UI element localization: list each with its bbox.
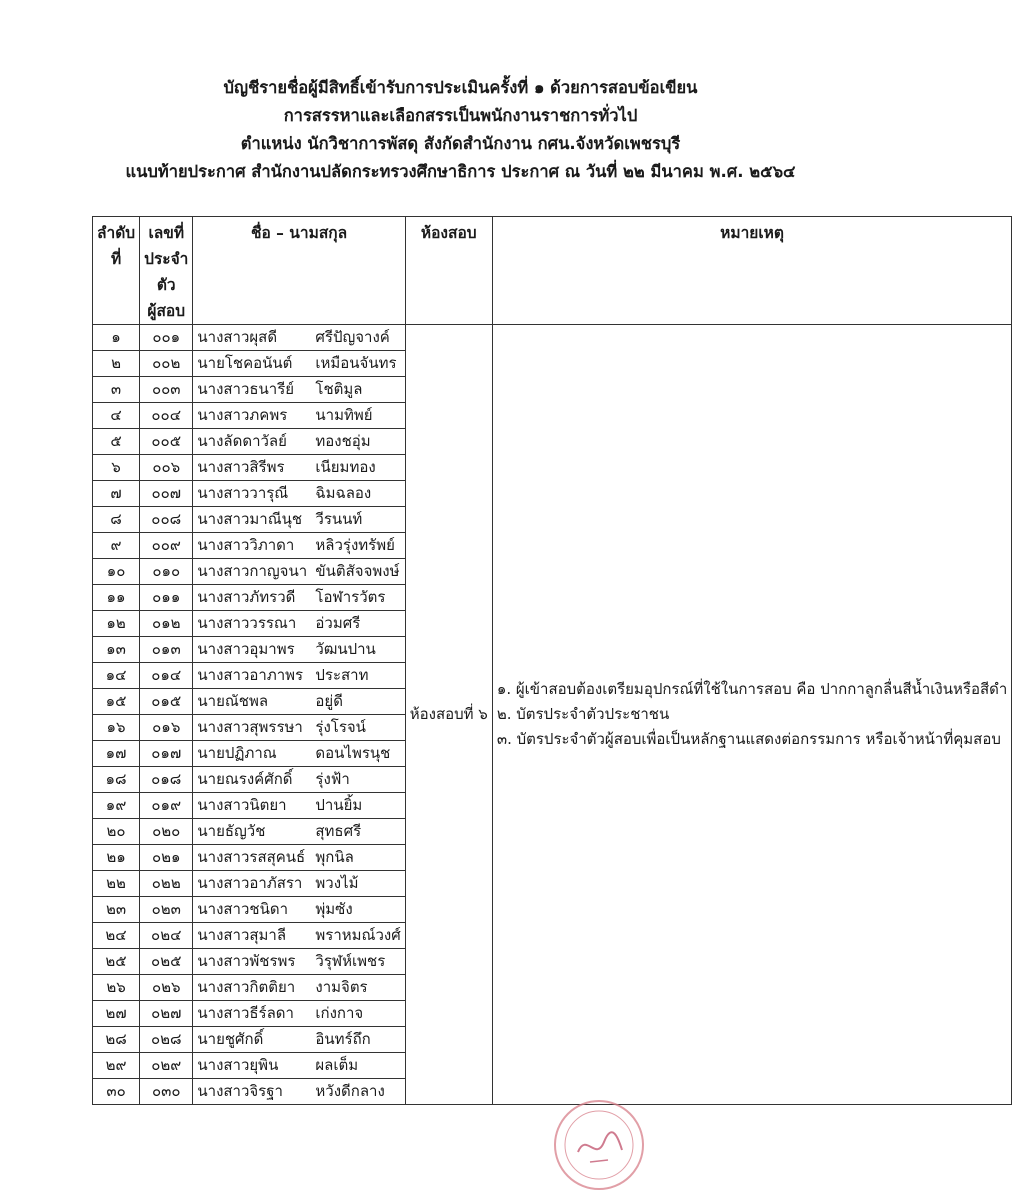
candidate-last-name: พุ่มซัง (315, 900, 353, 918)
row-number: ๒๒ (93, 871, 140, 897)
candidate-id: ๐๒๑ (140, 845, 193, 871)
candidate-name (193, 819, 405, 845)
candidate-name (193, 559, 405, 585)
candidate-id: ๐๑๑ (140, 585, 193, 611)
candidate-last-name: นามทิพย์ (315, 406, 373, 424)
candidate-id: ๐๑๕ (140, 689, 193, 715)
row-number: ๒๗ (93, 1001, 140, 1027)
table-row (93, 325, 1012, 351)
candidate-id: ๐๒๓ (140, 897, 193, 923)
candidate-first-name: นางสาวสุพรรษา (197, 718, 303, 736)
row-number: ๕ (93, 429, 140, 455)
candidate-last-name: วิรุฬห์เพชร (315, 952, 386, 970)
row-number: ๓๐ (93, 1079, 140, 1105)
candidate-first-name: นายธัญวัช (197, 822, 266, 840)
row-number: ๒๘ (93, 1027, 140, 1053)
candidate-id: ๐๒๖ (140, 975, 193, 1001)
candidate-last-name: รุ่งฟ้า (315, 770, 350, 788)
candidate-first-name: นายณัชพล (197, 692, 269, 710)
remark-item: ๒. บัตรประจำตัวประชาชน (496, 705, 670, 723)
row-number: ๑๗ (93, 741, 140, 767)
candidate-last-name: อ่วมศรี (315, 614, 361, 632)
col-header-name: ชื่อ – นามสกุล (193, 217, 405, 325)
candidate-last-name: โชติมูล (315, 380, 363, 398)
remark-item: ๑. ผู้เข้าสอบต้องเตรียมอุปกรณ์ที่ใช้ในการสอบ คือ ปากกาลูกลื่นสีน้ำเงินหรือสีดำ (496, 680, 1008, 698)
row-number: ๑ (93, 325, 140, 351)
candidate-first-name: นางสาวจิรฐา (197, 1082, 283, 1100)
candidate-name (193, 637, 405, 663)
candidate-name (193, 689, 405, 715)
candidate-first-name: นางสาวผุสดี (197, 328, 278, 346)
exam-room: ห้องสอบที่ ๖ (405, 325, 492, 1105)
col-header-id-label: เลขที่ประจำตัว ผู้สอบ (144, 224, 189, 320)
candidate-last-name: สุทธศรี (315, 822, 362, 840)
candidate-name (193, 481, 405, 507)
candidate-id: ๐๐๘ (140, 507, 193, 533)
row-number: ๒๓ (93, 897, 140, 923)
remark-item: ๓. บัตรประจำตัวผู้สอบเพื่อเป็นหลักฐานแสดงต่อกรรมการ หรือเจ้าหน้าที่คุมสอบ (496, 730, 1001, 748)
candidate-name (193, 1027, 405, 1053)
candidate-id: ๐๒๗ (140, 1001, 193, 1027)
col-header-no (93, 217, 140, 325)
candidate-name (193, 767, 405, 793)
candidate-last-name: ดอนไพรนุช (315, 744, 391, 762)
row-number: ๑๓ (93, 637, 140, 663)
row-number: ๒๔ (93, 923, 140, 949)
row-number: ๘ (93, 507, 140, 533)
candidate-id: ๐๑๒ (140, 611, 193, 637)
candidate-name (193, 871, 405, 897)
candidate-name (193, 897, 405, 923)
table-body (93, 325, 1012, 1105)
document-header (0, 74, 921, 186)
row-number: ๑๔ (93, 663, 140, 689)
col-header-id (140, 217, 193, 325)
candidate-id: ๐๒๔ (140, 923, 193, 949)
candidate-first-name: นางสาวธนารีย์ (197, 380, 295, 398)
row-number: ๒๕ (93, 949, 140, 975)
candidate-name (193, 1001, 405, 1027)
candidate-last-name: เนียมทอง (315, 458, 376, 476)
candidate-id: ๐๒๐ (140, 819, 193, 845)
candidate-name (193, 611, 405, 637)
candidate-last-name: รุ่งโรจน์ (315, 718, 366, 736)
row-number: ๙ (93, 533, 140, 559)
candidate-last-name: ประสาท (315, 666, 369, 684)
row-number: ๑๙ (93, 793, 140, 819)
candidate-first-name: นางสาวภคพร (197, 406, 288, 424)
candidate-name (193, 377, 405, 403)
candidate-first-name: นายณรงค์ศักดิ์ (197, 770, 293, 788)
candidate-last-name: ฉิมฉลอง (315, 484, 372, 502)
candidate-first-name: นางสาวอุมาพร (197, 640, 295, 658)
candidate-first-name: นางสาวนิตยา (197, 796, 287, 814)
candidate-id: ๐๑๐ (140, 559, 193, 585)
row-number: ๒๐ (93, 819, 140, 845)
row-number: ๒ (93, 351, 140, 377)
row-number: ๑๐ (93, 559, 140, 585)
candidate-last-name: ทองชอุ่ม (315, 432, 371, 450)
col-header-room: ห้องสอบ (405, 217, 492, 325)
candidate-first-name: นางสาวสุมาลี (197, 926, 287, 944)
candidate-first-name: นางลัดดาวัลย์ (197, 432, 287, 450)
row-number: ๑๒ (93, 611, 140, 637)
candidate-name (193, 975, 405, 1001)
candidate-last-name: พุกนิล (315, 848, 354, 866)
row-number: ๒๙ (93, 1053, 140, 1079)
candidate-last-name: พราหมณ์วงศ์ (315, 926, 401, 944)
candidate-first-name: นางสาวภัทรวดี (197, 588, 296, 606)
candidate-last-name: พวงไม้ (315, 874, 359, 892)
candidate-first-name: นางสาวธีร์ลดา (197, 1004, 294, 1022)
candidate-id: ๐๒๕ (140, 949, 193, 975)
candidate-id: ๐๓๐ (140, 1079, 193, 1105)
row-number: ๖ (93, 455, 140, 481)
seal-signature-icon (556, 1102, 642, 1188)
header-line-2: การสรรหาและเลือกสรรเป็นพนักงานราชการทั่วไป (283, 106, 638, 125)
candidate-id: ๐๐๕ (140, 429, 193, 455)
row-number: ๑๘ (93, 767, 140, 793)
candidate-id: ๐๒๙ (140, 1053, 193, 1079)
candidate-last-name: เก่งกาจ (315, 1004, 364, 1022)
candidate-name (193, 455, 405, 481)
candidate-first-name: นางสาววิภาดา (197, 536, 295, 554)
candidate-id: ๐๐๖ (140, 455, 193, 481)
candidate-first-name: นางสาวสิรีพร (197, 458, 285, 476)
candidate-name (193, 351, 405, 377)
header-line-4: แนบท้ายประกาศ สำนักงานปลัดกระทรวงศึกษาธิการ ประกาศ ณ วันที่ ๒๒ มีนาคม พ.ศ. ๒๕๖๔ (125, 162, 796, 181)
candidate-first-name: นางสาววรรณา (197, 614, 297, 632)
row-number: ๓ (93, 377, 140, 403)
candidate-name (193, 429, 405, 455)
candidate-last-name: ขันติสัจจพงษ์ (315, 562, 400, 580)
table-header-row (93, 217, 1012, 325)
row-number: ๑๑ (93, 585, 140, 611)
candidate-id: ๐๐๓ (140, 377, 193, 403)
candidate-id: ๐๑๖ (140, 715, 193, 741)
col-header-remark: หมายเหตุ (492, 217, 1011, 325)
candidate-first-name: นางสาวรสสุคนธ์ (197, 848, 306, 866)
candidate-name (193, 533, 405, 559)
candidate-name (193, 793, 405, 819)
candidate-last-name: ศรีปัญจางค์ (315, 328, 390, 346)
candidate-name (193, 741, 405, 767)
candidate-name (193, 949, 405, 975)
candidate-last-name: เหมือนจันทร (315, 354, 397, 372)
candidate-last-name: หวังดีกลาง (315, 1082, 385, 1100)
candidate-name (193, 507, 405, 533)
row-number: ๑๕ (93, 689, 140, 715)
candidate-id: ๐๐๒ (140, 351, 193, 377)
candidate-id: ๐๑๗ (140, 741, 193, 767)
candidate-first-name: นางสาววารุณี (197, 484, 289, 502)
candidate-first-name: นายชูศักดิ์ (197, 1030, 264, 1048)
row-number: ๒๖ (93, 975, 140, 1001)
candidate-first-name: นางสาวกาญจนา (197, 562, 308, 580)
candidate-id: ๐๑๓ (140, 637, 193, 663)
header-line-1: บัญชีรายชื่อผู้มีสิทธิ์เข้ารับการประเมินครั้งที่ ๑ ด้วยการสอบข้อเขียน (223, 78, 698, 97)
candidate-last-name: ปานยิ้ม (315, 796, 363, 814)
candidate-first-name: นางสาวกิตติยา (197, 978, 296, 996)
candidate-id: ๐๐๙ (140, 533, 193, 559)
candidate-name (193, 325, 405, 351)
candidate-first-name: นางสาวอาภาพร (197, 666, 304, 684)
candidate-first-name: นางสาวมาณีนุช (197, 510, 303, 528)
candidate-id: ๐๐๑ (140, 325, 193, 351)
candidate-id: ๐๒๘ (140, 1027, 193, 1053)
candidate-id: ๐๐๔ (140, 403, 193, 429)
candidate-id: ๐๑๔ (140, 663, 193, 689)
candidate-first-name: นางสาวอาภัสรา (197, 874, 303, 892)
row-number: ๔ (93, 403, 140, 429)
candidate-id: ๐๑๘ (140, 767, 193, 793)
candidate-name (193, 715, 405, 741)
candidate-table (92, 216, 1012, 1105)
candidate-last-name: หลิวรุ่งทรัพย์ (315, 536, 395, 554)
candidate-id: ๐๒๒ (140, 871, 193, 897)
candidate-name (193, 1053, 405, 1079)
candidate-first-name: นางสาวชนิดา (197, 900, 288, 918)
candidate-last-name: ผลเต็ม (315, 1056, 359, 1074)
candidate-id: ๐๐๗ (140, 481, 193, 507)
candidate-last-name: อินทร์ถึก (315, 1030, 371, 1048)
candidate-name (193, 923, 405, 949)
candidate-last-name: อยู่ดี (315, 692, 343, 710)
row-number: ๗ (93, 481, 140, 507)
candidate-first-name: นางสาวยุพิน (197, 1056, 279, 1074)
row-number: ๒๑ (93, 845, 140, 871)
candidate-last-name: งามจิตร (315, 978, 368, 996)
col-header-no-label: ลำดับ ที่ (97, 224, 136, 268)
header-line-3: ตำแหน่ง นักวิชาการพัสดุ สังกัดสำนักงาน กศน.จังหวัดเพชรบุรี (240, 134, 681, 153)
row-number: ๑๖ (93, 715, 140, 741)
candidate-name (193, 663, 405, 689)
candidate-first-name: นายโชคอนันต์ (197, 354, 293, 372)
candidate-first-name: นางสาวพัชรพร (197, 952, 296, 970)
candidate-last-name: โอฬารวัตร (315, 588, 386, 606)
candidate-name (193, 403, 405, 429)
remarks-cell (492, 325, 1011, 1105)
candidate-name (193, 585, 405, 611)
candidate-last-name: วัฒนปาน (315, 640, 376, 658)
candidate-last-name: วีรนนท์ (315, 510, 363, 528)
candidate-id: ๐๑๙ (140, 793, 193, 819)
official-seal-stamp (554, 1100, 644, 1190)
candidate-first-name: นายปฏิภาณ (197, 744, 277, 762)
candidate-name (193, 1079, 405, 1105)
candidate-name (193, 845, 405, 871)
